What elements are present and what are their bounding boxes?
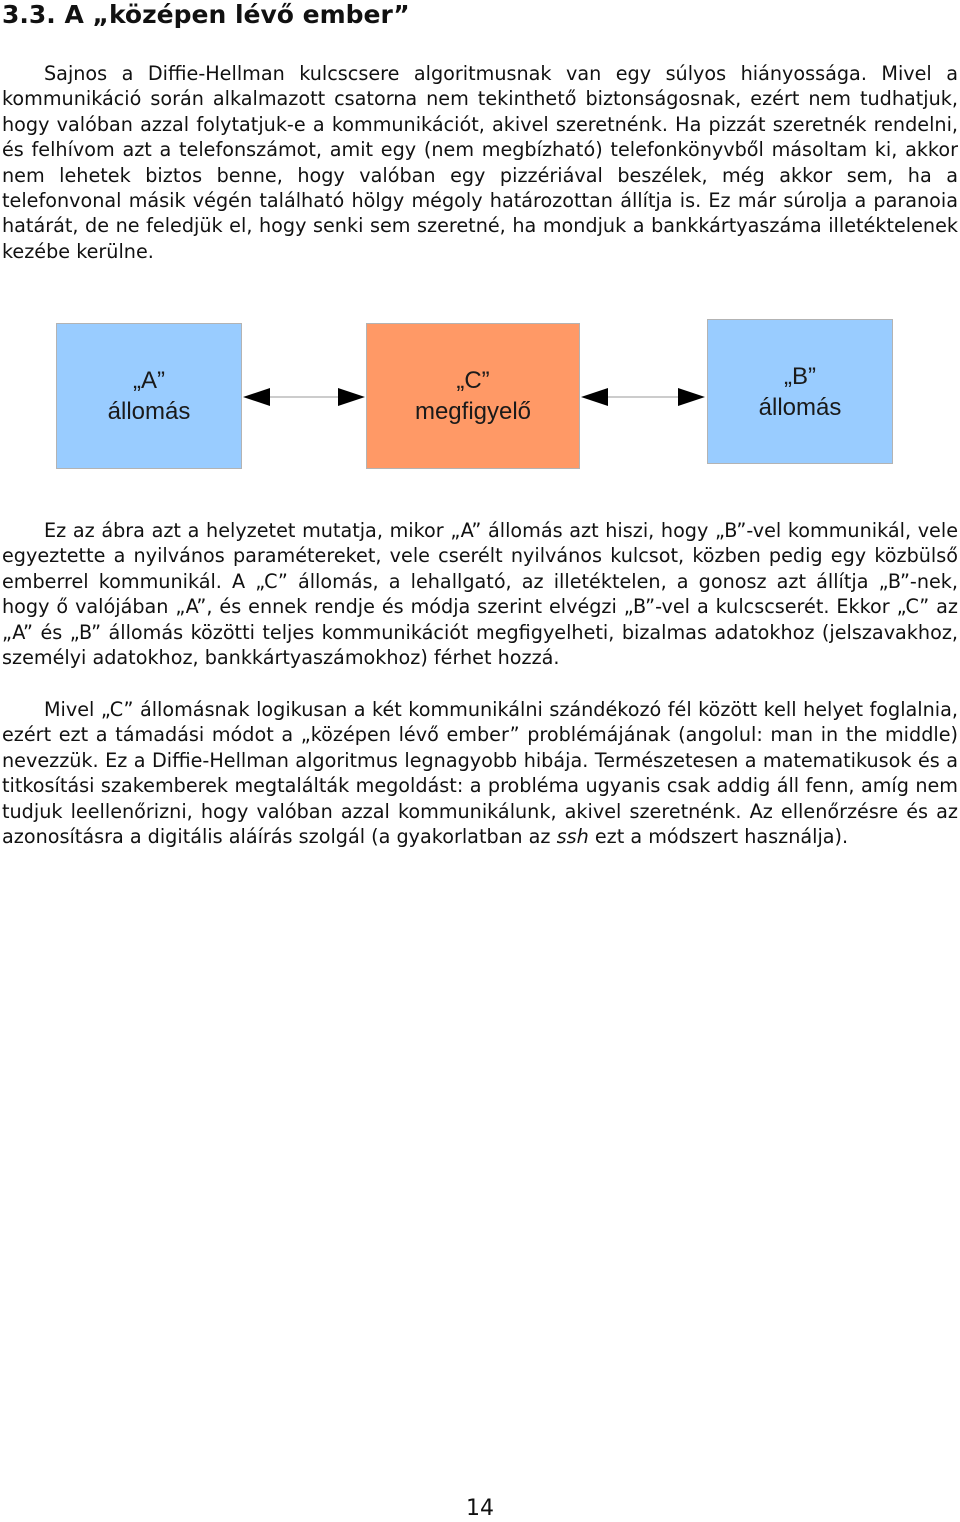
intro-paragraph	[2, 61, 958, 264]
observer-c-sublabel: megfigyelő	[414, 398, 532, 425]
explanation-paragraph	[2, 518, 958, 670]
arrow-head-left-icon	[243, 388, 270, 406]
a-c-double-arrow	[243, 388, 365, 406]
arrow-head-right-icon	[338, 388, 365, 406]
arrow-head-right-icon	[678, 388, 705, 406]
ssh-term: ssh	[556, 825, 589, 849]
conclusion-paragraph	[2, 697, 958, 849]
station-a-sublabel: állomás	[107, 398, 191, 425]
explanation-text: Ez az ábra azt a helyzetet mutatja, mikor „A” állomás azt hiszi, hogy „B”-vel kommunikál, vele egyeztette a nyilvános paramétereket, vele cserélt nyilvános kulcsot, közben pedig egy közbülső emberrel kommunikál. A „C” állomás, a lehallgató, az illetéktelen, a gonosz azt állítja „B”-nek, hogy ő valójában „A”, és ennek rendje és módja szerint elvégzi „B”-vel a kulcscserét. Ekkor „C” az „A” és „B” állomás közötti teljes kommunikációt megfigyelheti, bizalmas adatokhoz (jelszavakhoz, személyi adatokhoz, bankkártyaszámokhoz) férhet hozzá.	[2, 519, 958, 670]
section-title: 3.3. A „középen lévő ember”	[2, 0, 410, 29]
connection-arrows	[0, 310, 960, 480]
conclusion-text-end: ezt a módszert használja).	[594, 825, 849, 849]
conclusion-text-start: Mivel „C” állomásnak logikusan a két kommunikálni szándékozó fél között kell helyet foglalnia, ezért ezt a támadási módot a „középen lévő ember” problémájának (angolul: man in the middle) nevezzük. Ez a Diffie-Hellman algoritmus legnagyobb hibája. Természetesen a matematikusok és a titkosítási szakemberek megtalálták megoldást: a probléma ugyanis csak addig áll fenn, amíg nem tudjuk leellenőrizni, hogy valóban azzal kommunikálunk, akivel szeretnénk. Az ellenőrzésre és az azonosításra a digitális aláírás szolgál (a gyakorlatban az	[2, 698, 958, 849]
page-number: 14	[466, 1496, 494, 1521]
station-b-sublabel: állomás	[758, 393, 842, 421]
arrow-head-left-icon	[581, 388, 608, 406]
observer-c-label: „C”	[456, 367, 490, 394]
mitm-diagram	[0, 310, 960, 480]
c-b-double-arrow	[581, 388, 705, 406]
station-b-label: „B”	[784, 362, 816, 390]
intro-text: Sajnos a Diffie-Hellman kulcscsere algoritmusnak van egy súlyos hiányossága. Mivel a kommunikáció során alkalmazott csatorna nem tekinthető biztonságosnak, ezért nem tudhatjuk, hogy valóban azzal folytatjuk-e a kommunikációt, akivel szeretnénk. Ha pizzát szeretnék rendelni, és felhívom azt a telefonszámot, amit egy (nem megbízható) telefonkönyvből másoltam ki, akkor nem lehetek biztos benne, hogy valóban egy pizzériával beszélek, még akkor sem, ha a telefonvonal másik végén található hölgy mégoly határozottan állítja is. Ez már súrolja a paranoia határát, de ne feledjük el, hogy senki sem szeretné, ha mondjuk a bankkártyaszáma illetéktelenek kezébe kerülne.	[2, 62, 958, 263]
station-a-label: „A”	[133, 367, 165, 394]
